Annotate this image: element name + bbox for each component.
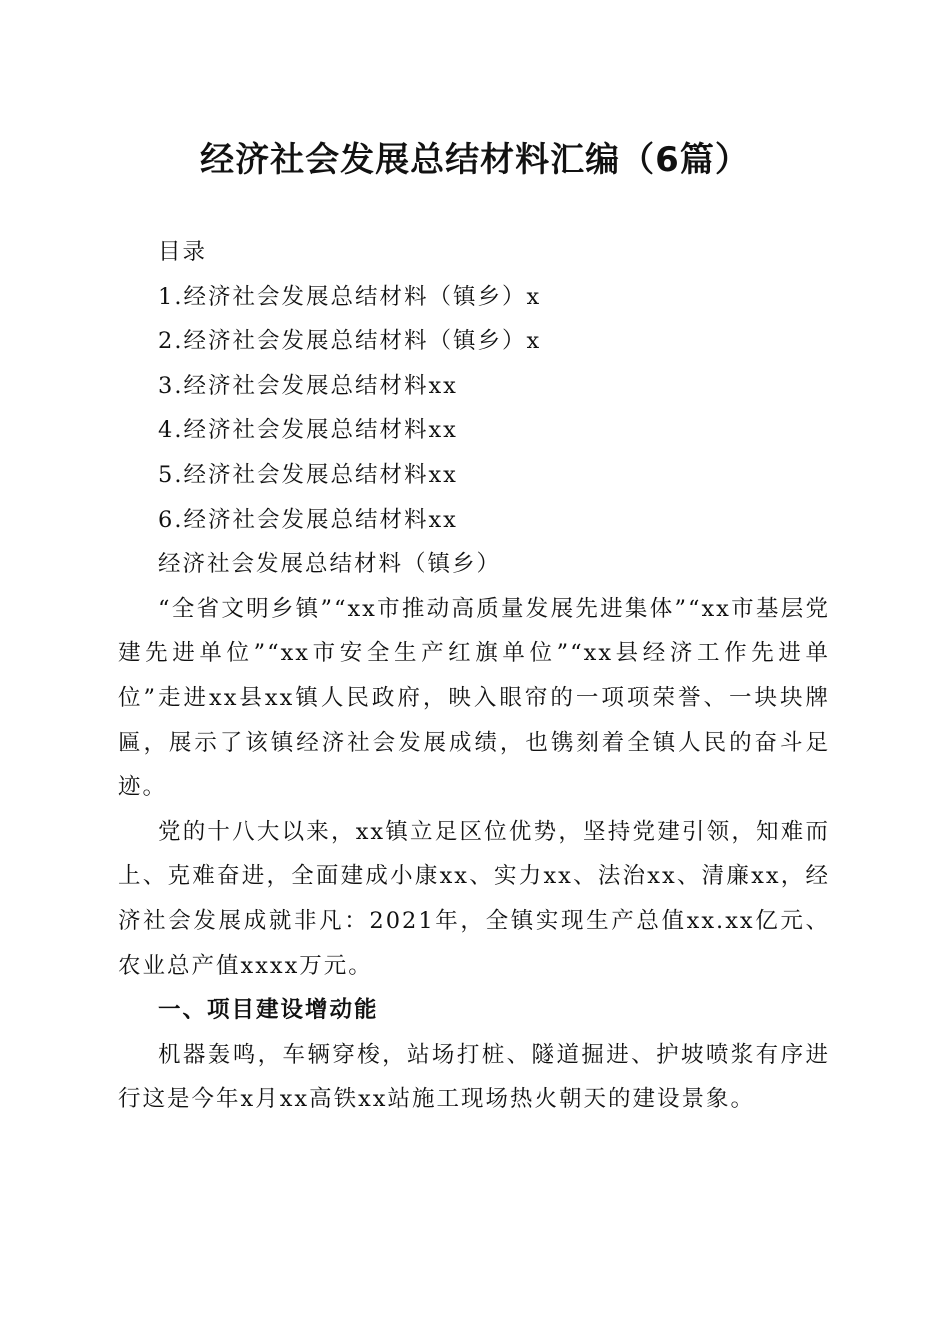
toc-item: 4.经济社会发展总结材料xx: [158, 417, 458, 444]
body-paragraph: “全省文明乡镇”“xx市推动高质量发展先进集体”“xx市基层党建先进单位”“xx市安全生产红旗单位”“xx县经济工作先进单位”走进xx县xx镇人民政府，映入眼帘的一项项荣誉、一块块牌匾，展示了该镇经济社会发展成绩，也镌刻着全镇人民的奋斗足迹。: [118, 595, 830, 801]
document-body: [118, 230, 830, 1122]
toc-item: 2.经济社会发展总结材料（镇乡）x: [158, 328, 542, 355]
toc-label: 目录: [158, 239, 208, 265]
body-paragraph: 党的十八大以来，xx镇立足区位优势，坚持党建引领，知难而上、克难奋进，全面建成小康xx、实力xx、法治xx、清廉xx，经济社会发展成就非凡：2021年，全镇实现生产总值xx.xx亿元、农业总产值xxxx万元。: [118, 818, 830, 979]
document-title: 经济社会发展总结材料汇编（6篇）: [200, 140, 750, 180]
section-heading: 一、项目建设增动能: [158, 997, 379, 1024]
toc-item: 3.经济社会发展总结材料xx: [158, 372, 458, 399]
toc-item: 1.经济社会发展总结材料（镇乡）x: [158, 283, 542, 310]
toc-item: 6.经济社会发展总结材料xx: [158, 506, 458, 533]
toc-item: 5.经济社会发展总结材料xx: [158, 461, 458, 488]
article-title: 经济社会发展总结材料（镇乡）: [158, 551, 502, 578]
section-paragraph: 机器轰鸣，车辆穿梭，站场打桩、隧道掘进、护坡喷浆有序进行这是今年x月xx高铁xx站施工现场热火朝天的建设景象。: [118, 1041, 830, 1113]
